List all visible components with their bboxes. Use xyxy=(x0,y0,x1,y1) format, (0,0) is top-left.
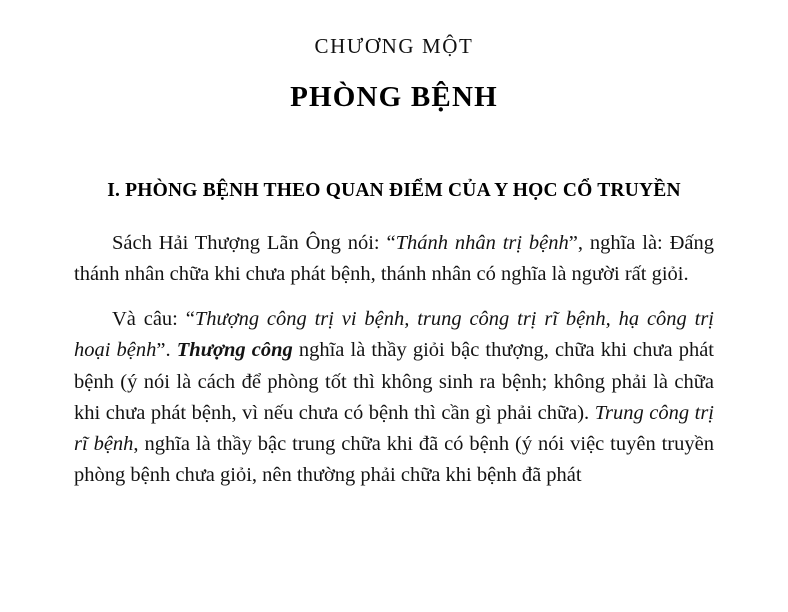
body-paragraph-2: Và câu: “Thượng công trị vi bệnh, trung công trị rĩ bệnh, hạ công trị hoại bệnh”. Thượng công nghĩa là thầy giỏi bậc thượng, chữa khi chưa phát bệnh (ý nói là cách để phòng tốt thì không sinh ra bệnh; không phải là chữa khi chưa phát bệnh, vì nếu chưa có bệnh thì cần gì phải chữa). Trung công trị rĩ bệnh, nghĩa là thầy bậc trung chữa khi đã có bệnh (ý nói việc tuyên truyền phòng bệnh chưa giỏi, nên thường phải chữa khi bệnh đã phát xyxy=(74,308,715,487)
section-heading: I. PHÒNG BỆNH THEO QUAN ĐIỂM CỦA Y HỌC CỔ TRUYỀN xyxy=(107,180,681,201)
body-paragraph-1: Sách Hải Thượng Lãn Ông nói: “Thánh nhân trị bệnh”, nghĩa là: Đấng thánh nhân chữa khi chưa phát bệnh, thánh nhân có nghĩa là người rất giỏi. xyxy=(74,232,715,286)
page-title: PHÒNG BỆNH xyxy=(290,81,498,113)
chapter-label: CHƯƠNG MỘT xyxy=(314,34,474,58)
